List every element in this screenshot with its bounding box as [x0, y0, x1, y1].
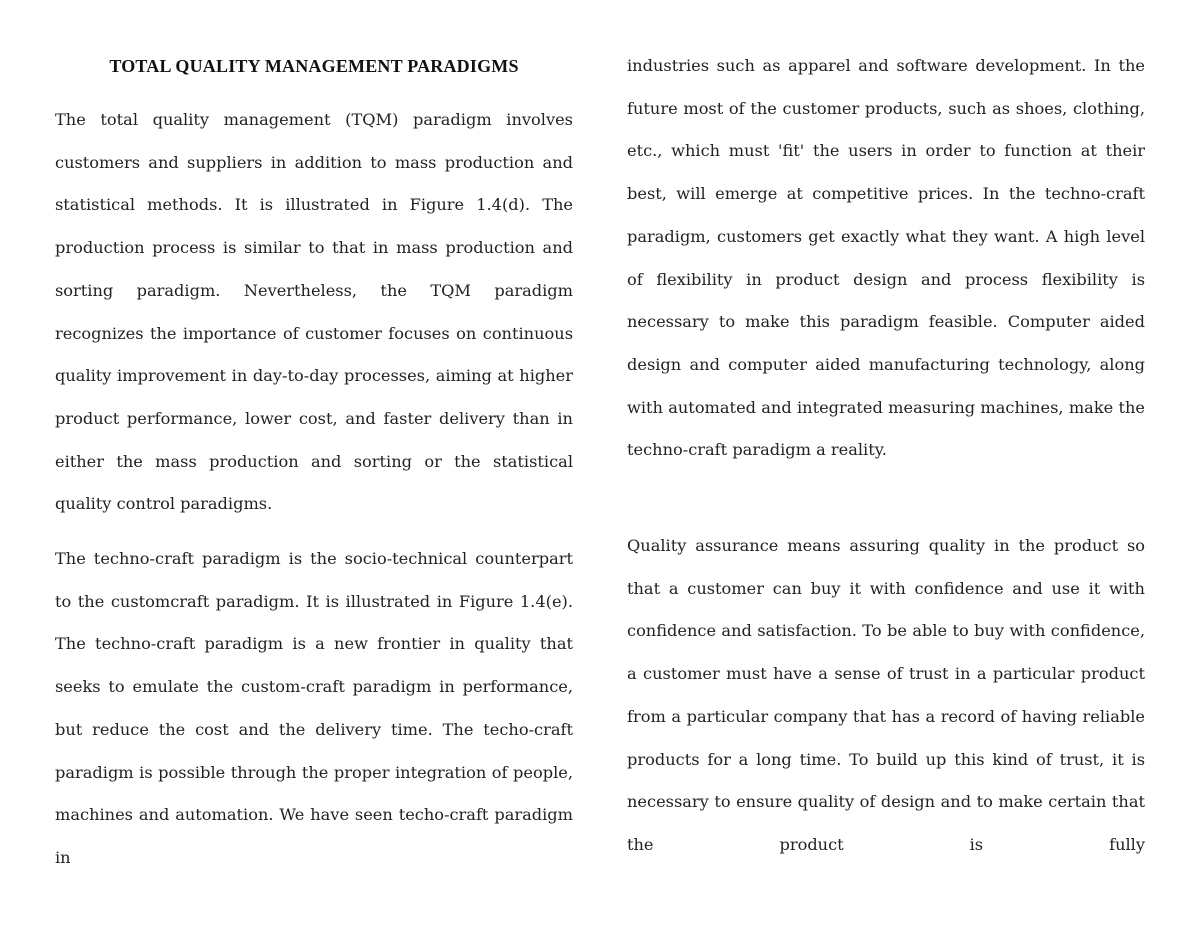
paragraph-techno-craft: The techno-craft paradigm is the socio-technical counterpart to the customcraft paradigm. It is illustrated in Figure 1.4(e). The techno-craft paradigm is a new frontier in quality that seeks to emulate the custom-craft paradigm in performance, but reduce the cost and the delivery time. The techo-craft paradigm is possible through the proper integration of people, machines and automation. We have seen techo-craft paradigm in	[55, 549, 573, 867]
paragraph-tqm: The total quality management (TQM) paradigm involves customers and suppliers in addition to mass production and statistical methods. It is illustrated in Figure 1.4(d). The production process is similar to that in mass production and sorting paradigm. Nevertheless, the TQM paradigm recognizes the importance of customer focuses on continuous quality improvement in day-to-day processes, aiming at higher product performance, lower cost, and faster delivery than in either the mass production and sorting or the statistical quality control paradigms.	[55, 110, 573, 514]
paragraph-techno-craft-continued: industries such as apparel and software development. In the future most of the customer products, such as shoes, clothing, etc., which must 'fit' the users in order to function at their best, will emerge at competitive prices. In the techno-craft paradigm, customers get exactly what they want. A high level of flexibility in product design and process flexibility is necessary to make this paradigm feasible. Computer aided design and computer aided manufacturing technology, along with automated and integrated measuring machines, make the techno-craft paradigm a reality.	[627, 56, 1145, 460]
section-heading: TOTAL QUALITY MANAGEMENT PARADIGMS	[109, 56, 519, 76]
paragraph-quality-assurance: Quality assurance means assuring quality in the product so that a customer can buy it with confidence and use it with confidence and satisfaction. To be able to buy with confidence, a customer must have a sense of trust in a particular product from a particular company that has a record of having reliable products for a long time. To build up this kind of trust, it is necessary to ensure quality of design and to make certain that the product is fully	[627, 536, 1145, 854]
